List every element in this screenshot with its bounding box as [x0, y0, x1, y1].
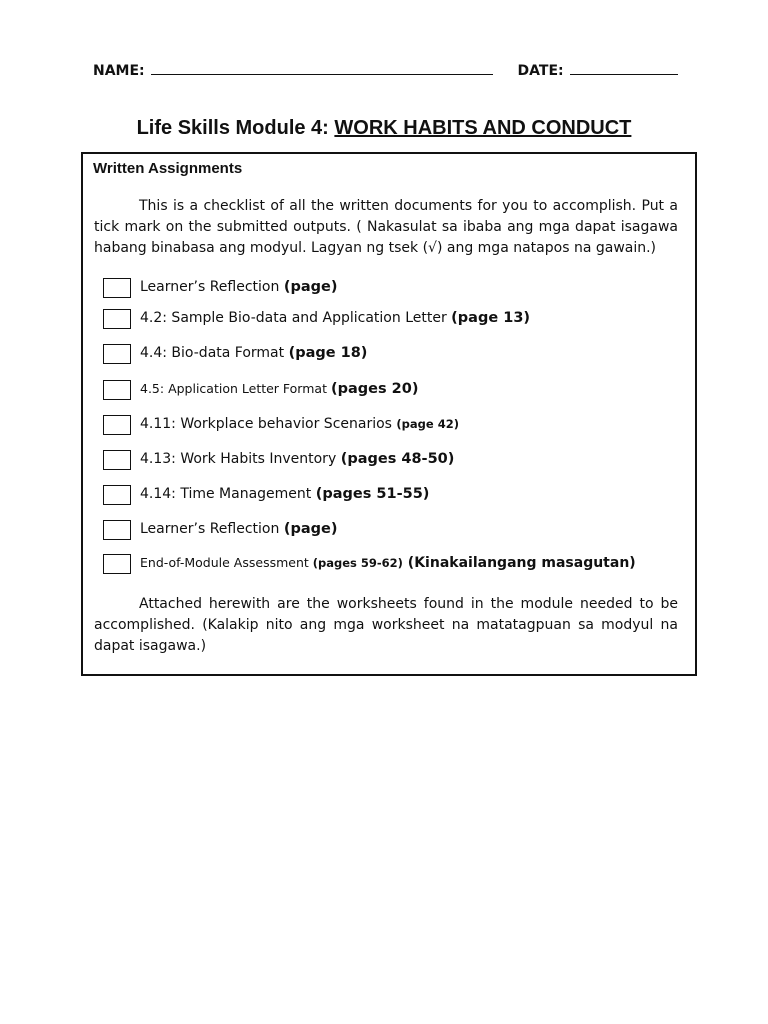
date-blank-line[interactable]: [570, 60, 678, 75]
checklist-item: [103, 520, 683, 542]
item-label: 4.11: Workplace behavior Scenarios: [140, 416, 397, 432]
intro-paragraph: [94, 196, 678, 259]
checkbox[interactable]: [103, 554, 131, 574]
item-label: 4.14: Time Management: [140, 486, 316, 502]
item-label: 4.13: Work Habits Inventory: [140, 451, 341, 467]
item-pages: (page): [283, 279, 338, 295]
title-prefix: Life Skills Module 4:: [136, 117, 335, 139]
checkbox[interactable]: [103, 450, 131, 470]
checklist-item: [103, 344, 683, 366]
item-pages: (page 42): [396, 417, 459, 431]
item-label: End-of-Module Assessment: [140, 555, 313, 570]
item-label: Learner’s Reflection: [140, 279, 284, 295]
closing-paragraph: [94, 594, 678, 657]
intro-text: This is a checklist of all the written documents for you to accomplish. Put a tick mark on the submitted outputs. ( Nakasulat sa ibaba ang mga dapat isagawa habang binabasa ang modyul. Lagyan ng tsek (√) ang mga natapos na gawain.): [94, 198, 678, 256]
item-pages: (pages 59-62): [312, 556, 403, 570]
item-label: 4.2: Sample Bio-data and Application Letter: [140, 310, 452, 326]
page-title: [0, 117, 768, 140]
item-label: Learner’s Reflection: [140, 521, 284, 537]
item-note: (Kinakailangang masagutan): [402, 555, 636, 571]
checkbox[interactable]: [103, 344, 131, 364]
name-blank-line[interactable]: [151, 60, 493, 75]
item-label: 4.4: Bio-data Format: [140, 345, 289, 361]
name-label: NAME:: [93, 63, 145, 79]
checklist-item: [103, 450, 683, 472]
item-pages: (page 13): [451, 310, 531, 326]
checklist-item: [103, 278, 683, 300]
date-label: DATE:: [517, 63, 564, 79]
checkbox[interactable]: [103, 309, 131, 329]
item-pages: (pages 20): [330, 381, 419, 397]
checkbox[interactable]: [103, 415, 131, 435]
checkbox[interactable]: [103, 380, 131, 400]
checkbox[interactable]: [103, 485, 131, 505]
checklist-item: [103, 415, 683, 437]
item-pages: (page): [283, 521, 338, 537]
item-pages: (page 18): [288, 345, 368, 361]
item-label: 4.5: Application Letter Format: [140, 381, 331, 396]
box-heading: Written Assignments: [93, 160, 243, 177]
checkbox[interactable]: [103, 278, 131, 298]
checklist-item: [103, 554, 683, 576]
item-pages: (pages 51-55): [315, 486, 430, 502]
header-line: [93, 60, 683, 79]
checklist-item: [103, 380, 683, 402]
checklist-item: [103, 309, 683, 331]
checklist-item: [103, 485, 683, 507]
title-underlined: WORK HABITS AND CONDUCT: [334, 117, 632, 139]
checkbox[interactable]: [103, 520, 131, 540]
item-pages: (pages 48-50): [340, 451, 455, 467]
closing-text: Attached herewith are the worksheets found in the module needed to be accomplished. (Kalakip nito ang mga worksheet na matatagpuan sa modyul na dapat isagawa.): [94, 596, 678, 654]
written-assignments-box: [81, 152, 697, 676]
